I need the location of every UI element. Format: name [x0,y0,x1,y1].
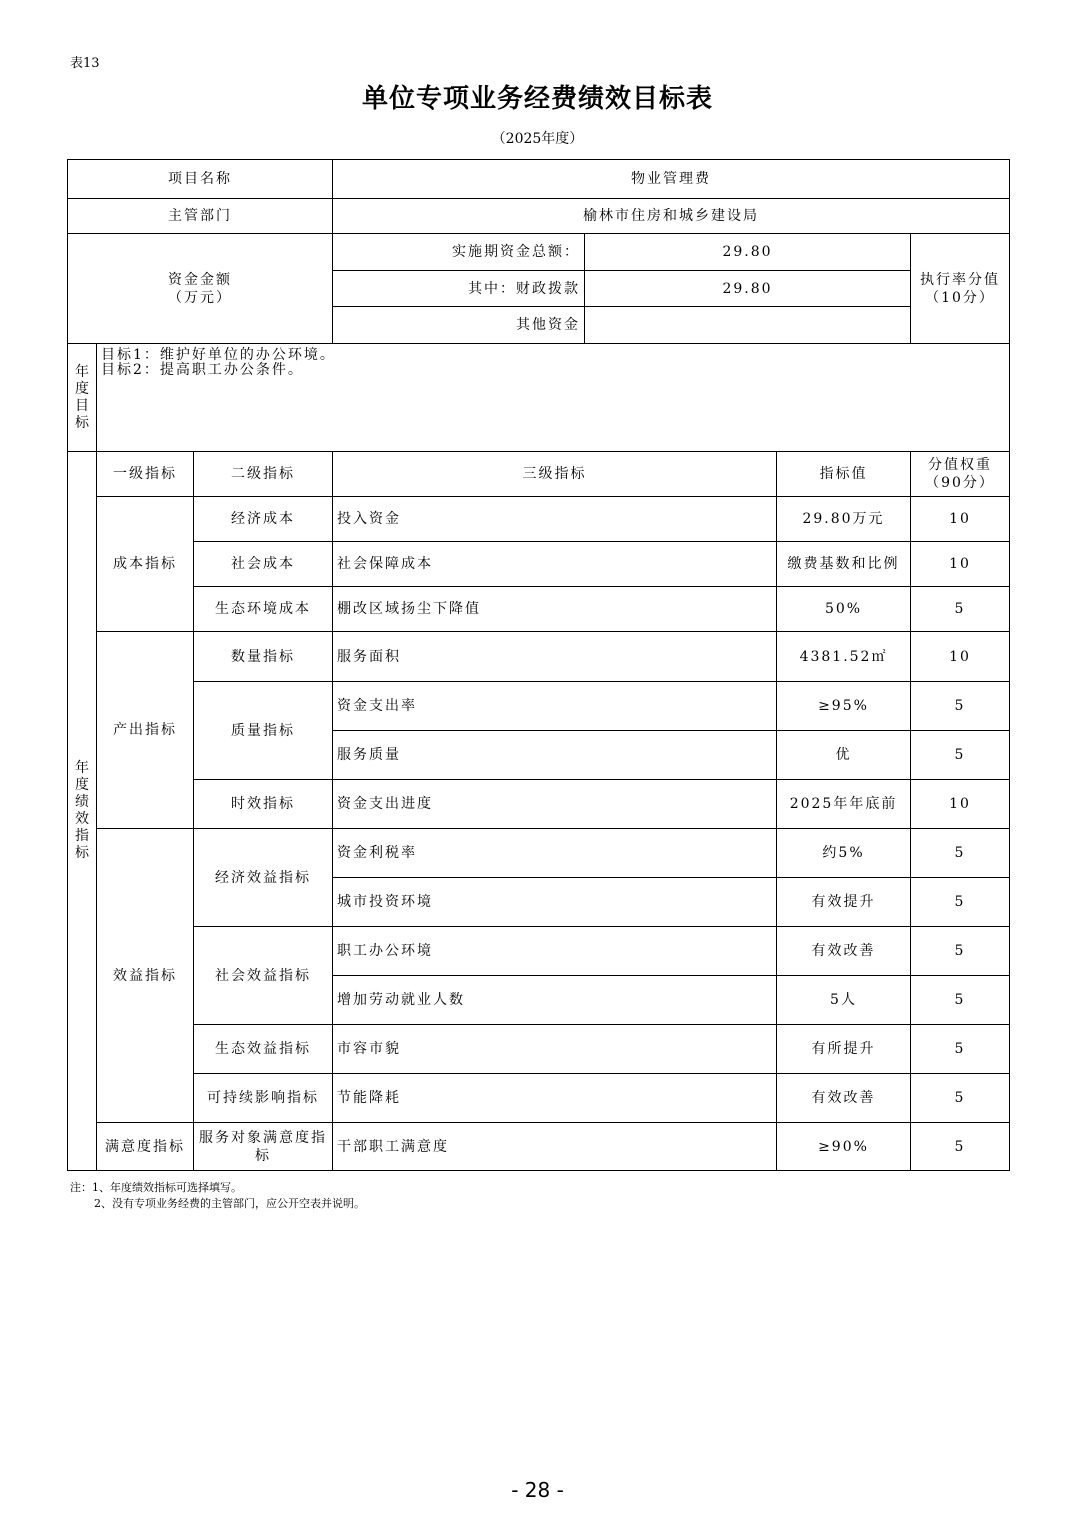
weight-cell: 5 [911,682,1010,731]
group-satisfaction: 满意度指标 [97,1123,194,1171]
header-weight: 分值权重 （90分） [911,452,1010,497]
level2-cell: 生态效益指标 [194,1025,333,1074]
level3-cell: 资金支出率 [333,682,777,731]
total-fund-label: 实施期资金总额： [333,234,585,271]
department-label: 主管部门 [68,199,333,234]
weight-cell: 10 [911,632,1010,682]
footnote-2: 2、没有专项业务经费的主管部门，应公开空表并说明。 [94,1197,365,1210]
fiscal-fund-label: 其中：财政拨款 [333,271,585,307]
level3-cell: 增加劳动就业人数 [333,976,777,1025]
weight-cell: 5 [911,731,1010,780]
value-cell: 2025年年底前 [777,780,911,829]
table-row [68,542,1010,587]
row-indicator-header [68,452,1010,497]
footnotes [70,1180,365,1212]
fund-label-line2: （万元） [168,289,232,306]
table-row [68,927,1010,976]
level3-cell: 市容市貌 [333,1025,777,1074]
header-value: 指标值 [777,452,911,497]
exec-label-line2: （10分） [925,289,995,306]
fiscal-fund-value: 29.80 [585,271,911,307]
value-cell: 优 [777,731,911,780]
weight-cell: 10 [911,780,1010,829]
weight-cell: 10 [911,497,1010,542]
weight-cell: 5 [911,976,1010,1025]
table-row [68,1123,1010,1171]
value-cell: 50% [777,587,911,632]
value-cell: 4381.52㎡ [777,632,911,682]
row-project-name [68,160,1010,199]
level2-cell: 生态环境成本 [194,587,333,632]
level3-cell: 城市投资环境 [333,878,777,927]
table-row [68,829,1010,878]
table-row [68,587,1010,632]
table-row [68,497,1010,542]
table-row [68,780,1010,829]
fund-amount-label [68,234,333,344]
table-number: 表13 [70,56,100,71]
value-cell: ≥90% [777,1123,911,1171]
value-cell: 约5% [777,829,911,878]
weight-cell: 5 [911,829,1010,878]
level3-cell: 社会保障成本 [333,542,777,587]
performance-target-table [67,159,1010,1171]
level3-cell: 棚改区域扬尘下降值 [333,587,777,632]
weight-cell: 5 [911,927,1010,976]
weight-cell: 5 [911,587,1010,632]
group-cost: 成本指标 [97,497,194,632]
level2-cell: 数量指标 [194,632,333,682]
level3-cell: 资金支出进度 [333,780,777,829]
department-value: 榆林市住房和城乡建设局 [333,199,1010,234]
group-output: 产出指标 [97,632,194,829]
weight-cell: 5 [911,1074,1010,1123]
annual-performance-indicators-label: 年 度 绩 效 指 标 [68,452,97,1171]
level2-cell: 社会成本 [194,542,333,587]
weight-cell: 5 [911,878,1010,927]
weight-cell: 5 [911,1025,1010,1074]
level3-cell: 节能降耗 [333,1074,777,1123]
header-level3: 三级指标 [333,452,777,497]
annual-goals-content [97,344,1010,452]
header-level2: 二级指标 [194,452,333,497]
fund-label-line1: 资金金额 [168,271,232,288]
exec-label-line1: 执行率分值 [920,271,1001,288]
level3-cell: 投入资金 [333,497,777,542]
level2-cell: 经济效益指标 [194,829,333,927]
value-cell: ≥95% [777,682,911,731]
value-cell: 有效改善 [777,927,911,976]
row-annual-goals [68,344,1010,452]
footnote-1: 注：1、年度绩效指标可选择填写。 [70,1181,242,1194]
table-row [68,1074,1010,1123]
fiscal-year: （2025年度） [491,131,584,147]
level2-cell: 社会效益指标 [194,927,333,1025]
level2-cell: 服务对象满意度指标 [194,1123,333,1171]
level2-cell: 可持续影响指标 [194,1074,333,1123]
other-fund-value [585,307,911,344]
total-fund-value: 29.80 [585,234,911,271]
level3-cell: 干部职工满意度 [333,1123,777,1171]
level2-cell: 时效指标 [194,780,333,829]
header-level1: 一级指标 [97,452,194,497]
value-cell: 有效改善 [777,1074,911,1123]
value-cell: 5人 [777,976,911,1025]
level3-cell: 资金利税率 [333,829,777,878]
goal-1: 目标1：维护好单位的办公环境。 [101,347,336,363]
annual-goals-label: 年 度 目 标 [68,344,97,452]
project-name-value: 物业管理费 [333,160,1010,199]
row-fund-total [68,234,1010,271]
execution-rate-score [911,234,1010,344]
level2-cell: 经济成本 [194,497,333,542]
row-department [68,199,1010,234]
project-name-label: 项目名称 [68,160,333,199]
value-cell: 有所提升 [777,1025,911,1074]
weight-cell: 5 [911,1123,1010,1171]
value-cell: 有效提升 [777,878,911,927]
level2-cell: 质量指标 [194,682,333,780]
value-cell: 缴费基数和比例 [777,542,911,587]
value-cell: 29.80万元 [777,497,911,542]
level3-cell: 职工办公环境 [333,927,777,976]
level3-cell: 服务质量 [333,731,777,780]
page-title: 单位专项业务经费绩效目标表 [361,84,713,114]
group-benefit: 效益指标 [97,829,194,1123]
table-row [68,1025,1010,1074]
table-row [68,632,1010,682]
goal-2: 目标2：提高职工办公条件。 [101,362,304,378]
other-fund-label: 其他资金 [333,307,585,344]
table-row [68,682,1010,731]
weight-cell: 10 [911,542,1010,587]
page-number: - 28 - [511,1478,564,1502]
level3-cell: 服务面积 [333,632,777,682]
